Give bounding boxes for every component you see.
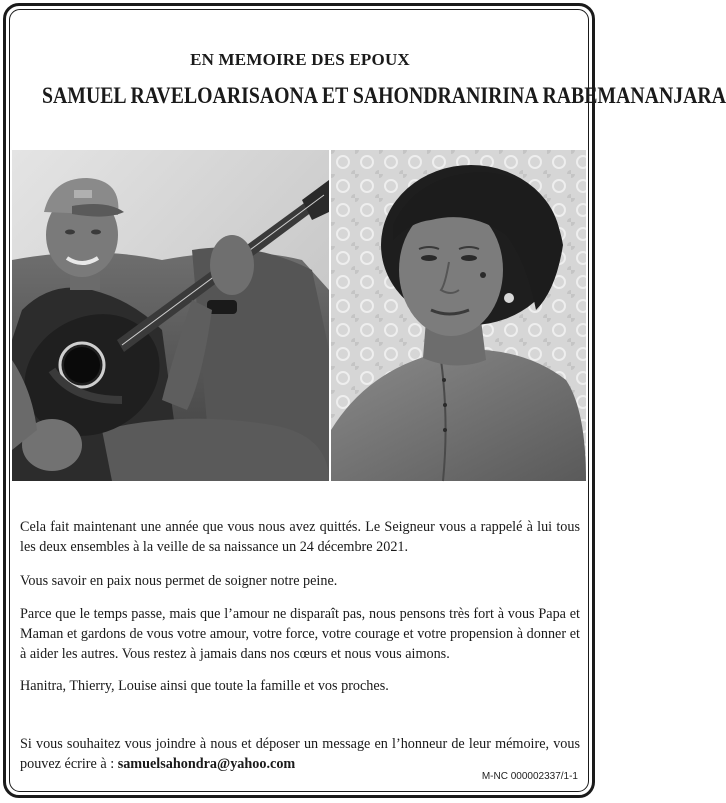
- memorial-names: SAMUEL RAVELOARISAONA ET SAHONDRANIRINA RABEMANANJARA: [42, 83, 726, 108]
- paragraph-family-signature: Hanitra, Thierry, Louise ainsi que toute la famille et vos proches.: [20, 678, 389, 694]
- reference-code: M-NC 000002337/1-1: [481, 771, 578, 782]
- man-with-guitar-photo: [12, 150, 329, 481]
- contact-lead-text: Si vous souhaitez vous joindre à nous et déposer un message en l’honneur de leur mémoire, vous pouvez écrire à :: [20, 736, 580, 772]
- woman-portrait-photo: [331, 150, 586, 481]
- paragraph-anniversary: Cela fait maintenant une année que vous nous avez quittés. Le Seigneur vous a rappelé à lui tous les deux ensembles à la veille de sa naissance un 24 décembre 2021.: [20, 519, 580, 555]
- contact-email-link[interactable]: samuelsahondra@yahoo.com: [117, 756, 296, 772]
- paragraph-peace: Vous savoir en paix nous permet de soigner notre peine.: [20, 573, 338, 589]
- paragraph-love: Parce que le temps passe, mais que l’amour ne disparaît pas, nous pensons très fort à vous Papa et Maman et gardons de vous votre amour, votre force, votre courage et votre propension à donner et à aider les autres. Vous restez à jamais dans nos cœurs et nous vous aimons.: [20, 606, 580, 662]
- paragraph-contact: [20, 734, 580, 774]
- memorial-subtitle: EN MEMOIRE DES EPOUX: [190, 50, 410, 69]
